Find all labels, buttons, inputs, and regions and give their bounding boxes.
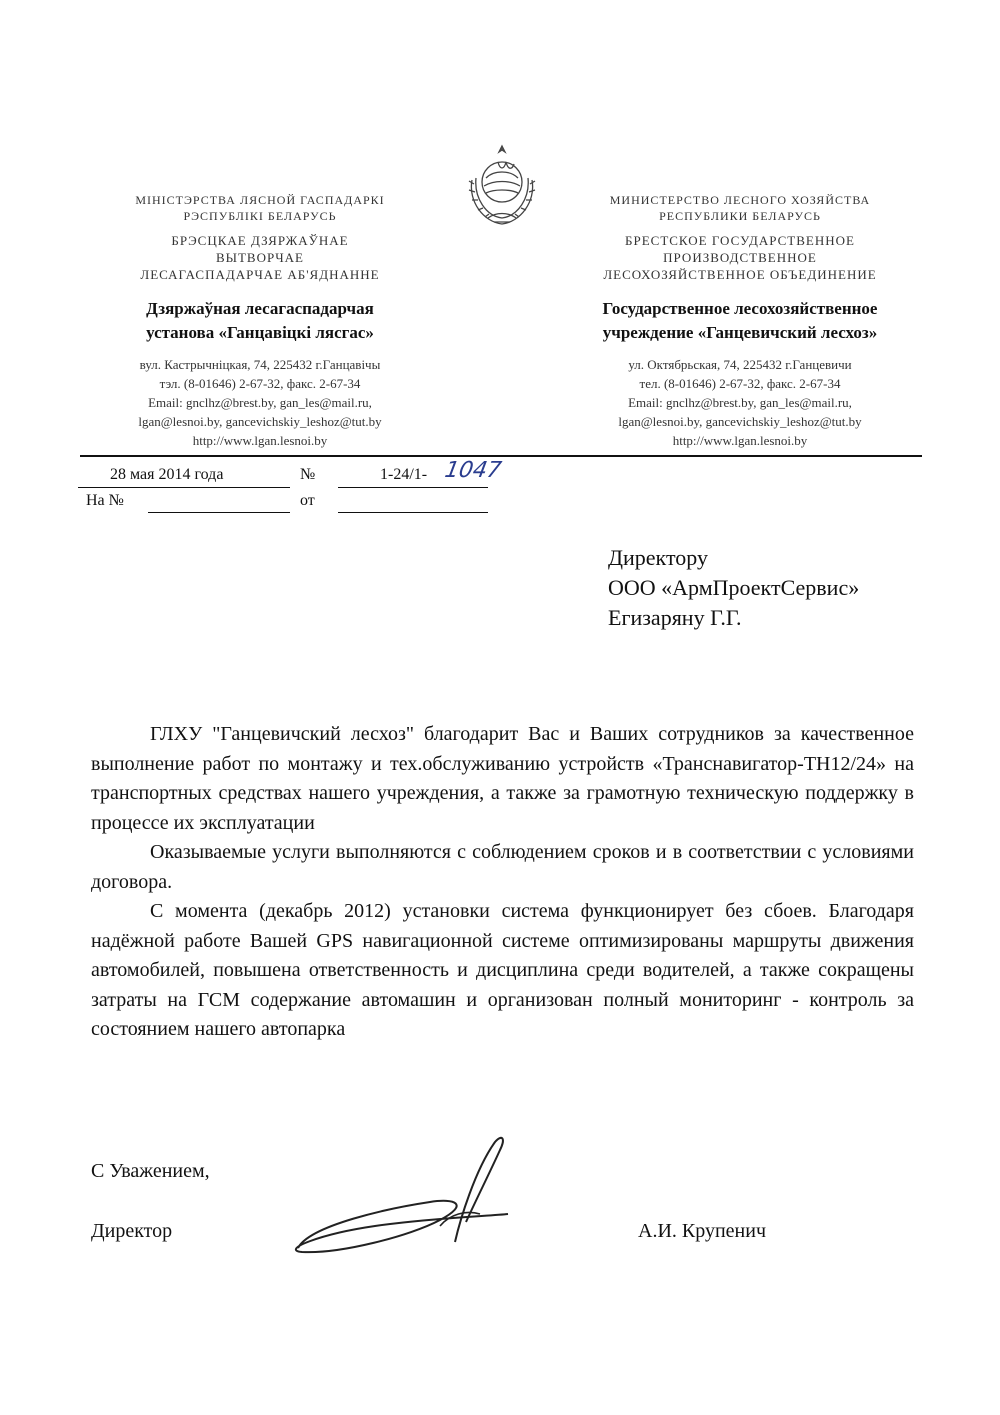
association-name-ru: БРЕСТСКОЕ ГОСУДАРСТВЕННОЕ ПРОИЗВОДСТВЕННОЕ ЛЕСОХОЗЯЙСТВЕННОЕ ОБЪЕДИНЕНИЕ — [603, 233, 877, 282]
body-paragraph: ГЛХУ "Ганцевичский лесхоз" благодарит Вас и Ваших сотрудников за качественное выполнение работ по монтажу и тех.обслуживанию устройств «Транснавигатор-ТН12/24» на транспортных средствах нашего учреждения, а также за грамотную техническую поддержку в процессе их эксплуатации — [91, 723, 914, 834]
recipient-company: ООО «АрмПроектСервис» — [608, 575, 860, 600]
letter-body — [91, 720, 914, 1045]
contacts-be: вул. Кастрычніцкая, 74, 225432 г.Ганцавічы тэл. (8-01646) 2-67-32, факс. 2-67-34 Email: gnclhz@brest.by, gan_les@mail.ru, lgan@lesnoi.by, gancevichskiy_leshoz@tut.by http://www.lgan.lesnoi.by — [138, 357, 382, 448]
ministry-name-ru: МИНИСТЕРСТВО ЛЕСНОГО ХОЗЯЙСТВА РЕСПУБЛИКИ БЕЛАРУСЬ — [609, 193, 871, 223]
reply-to-underline — [148, 512, 290, 513]
from-underline — [338, 512, 488, 513]
handwritten-signature-icon — [280, 1130, 520, 1260]
letter-date: 28 мая 2014 года — [110, 466, 224, 483]
ministry-name-be: МІНІСТЭРСТВА ЛЯСНОЙ ГАСПАДАРКІ РЭСПУБЛІКІ БЕЛАРУСЬ — [135, 193, 385, 223]
recipient-block — [608, 543, 859, 633]
belarus-state-emblem-icon — [458, 140, 546, 228]
body-paragraph: С момента (декабрь 2012) установки система функционирует без сбоев. Благодаря надёжной работе Вашей GPS навигационной системе оптимизированы маршруты движения автомобилей, повышена ответственность и дисциплина среди водителей, а также сокращены затраты на ГСМ содержание автомашин и организован полный мониторинг - контроль за состоянием нашего автопарка — [91, 900, 914, 1040]
from-label: от — [300, 492, 315, 509]
association-name-be: БРЭСЦКАЕ ДЗЯРЖАЎНАЕ ВЫТВОРЧАЕ ЛЕСАГАСПАДАРЧАЕ АБ'ЯДНАННЕ — [140, 233, 380, 282]
date-underline — [78, 487, 290, 488]
handwritten-number: 1047 — [442, 458, 504, 483]
contacts-ru: ул. Октябрьская, 74, 225432 г.Ганцевичи тел. (8-01646) 2-67-32, факс. 2-67-34 Email: gnclhz@brest.by, gan_les@mail.ru, lgan@lesnoi.by, gancevichskiy_leshoz@tut.by http://www.lgan.lesnoi.by — [618, 357, 862, 448]
signer-name: А.И. Крупенич — [638, 1220, 767, 1242]
letterhead-right — [560, 192, 920, 450]
organization-name-ru: Государственное лесохозяйственное учреждение «Ганцевичский лесхоз» — [602, 299, 878, 342]
letterhead-divider — [80, 455, 922, 457]
number-underline — [338, 487, 488, 488]
letter-number: 1-24/1- — [380, 466, 428, 483]
recipient-title: Директору — [608, 545, 708, 570]
letterhead-left — [80, 192, 440, 450]
body-paragraph: Оказываемые услуги выполняются с соблюдением сроков и в соответствии с условиями договора. — [91, 841, 914, 893]
recipient-name: Егизаряну Г.Г. — [608, 605, 742, 630]
number-label: № — [300, 466, 316, 483]
organization-name-be: Дзяржаўная лесагаспадарчая установа «Ганцавіцкі лясгас» — [146, 299, 374, 342]
signer-role: Директор — [91, 1220, 173, 1242]
closing-salutation: С Уважением, — [91, 1160, 210, 1182]
reply-to-label: На № — [86, 492, 124, 509]
